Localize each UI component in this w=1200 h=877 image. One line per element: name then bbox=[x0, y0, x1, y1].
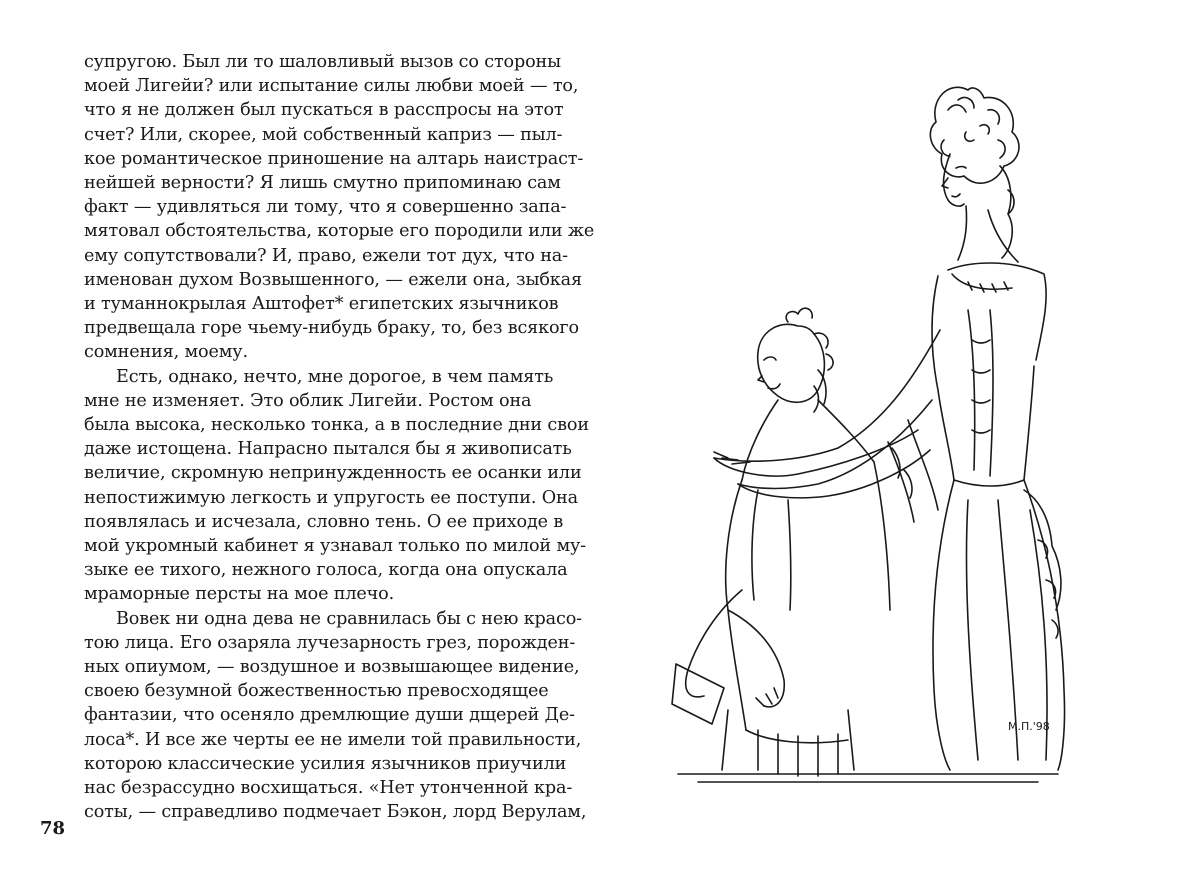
pen-drawing bbox=[668, 70, 1068, 790]
text-line: тою лица. Его озаряла лучезарность грез, порожден- bbox=[84, 632, 576, 653]
text-line: лоса*. И все же черты ее не имели той правильности, bbox=[84, 729, 582, 750]
text-line: кое романтическое приношение на алтарь наистраст- bbox=[84, 148, 584, 169]
text-line: появлялась и исчезала, словно тень. О ее приходе в bbox=[84, 511, 564, 532]
text-line: своею безумной божественностью превосходящее bbox=[84, 681, 549, 702]
text-line: что я не должен был пускаться в расспросы на этот bbox=[84, 100, 564, 121]
text-line: моей Лигейи? или испытание силы любви моей — то, bbox=[84, 76, 579, 97]
text-line: именован духом Возвышенного, — ежели она, зыбкая bbox=[84, 269, 582, 290]
text-line: величие, скромную непринужденность ее осанки или bbox=[84, 463, 582, 484]
text-line: счет? Или, скорее, мой собственный каприз — пыл- bbox=[84, 124, 563, 145]
text-line: факт — удивляться ли тому, что я совершенно запа- bbox=[84, 197, 567, 218]
artist-signature: М.П.'98 bbox=[1008, 720, 1050, 733]
text-line: мне не изменяет. Это облик Лигейи. Ростом она bbox=[84, 390, 532, 411]
text-line: фантазии, что осеняло дремлющие души дщерей Де- bbox=[84, 705, 575, 726]
text-line: нас безрассудно восхищаться. «Нет утонченной кра- bbox=[84, 778, 573, 799]
text-line: которою классические усилия язычников приучили bbox=[84, 753, 567, 774]
text-line: ему сопутствовали? И, право, ежели тот дух, что на- bbox=[84, 245, 568, 266]
text-line: ных опиумом, — воздушное и возвышающее видение, bbox=[84, 657, 580, 678]
text-line: мраморные персты на мое плечо. bbox=[84, 584, 395, 605]
text-line: мятовал обстоятельства, которые его породили или же bbox=[84, 221, 595, 242]
text-line: и туманнокрылая Аштофет* египетских язычников bbox=[84, 294, 559, 315]
text-line: даже истощена. Напрасно пытался бы я живописать bbox=[84, 439, 572, 460]
text-line: была высока, несколько тонка, а в последние дни свои bbox=[84, 415, 589, 436]
text-line: соты, — справедливо подмечает Бэкон, лорд Верулам, bbox=[84, 802, 587, 823]
text-line: Есть, однако, нечто, мне дорогое, в чем память bbox=[116, 366, 554, 387]
illustration bbox=[668, 70, 1068, 790]
text-line: непостижимую легкость и упругость ее поступи. Она bbox=[84, 487, 578, 508]
text-line: сомнения, моему. bbox=[84, 342, 248, 363]
body-text bbox=[84, 50, 595, 825]
page-number: 78 bbox=[40, 818, 66, 839]
text-line: Вовек ни одна дева не сравнилась бы с нею красо- bbox=[116, 608, 582, 629]
text-line: супругою. Был ли то шаловливый вызов со стороны bbox=[84, 52, 561, 72]
text-line: нейшей верности? Я лишь смутно припоминаю сам bbox=[84, 173, 561, 194]
left-page-text bbox=[84, 50, 595, 825]
text-line: мой укромный кабинет я узнавал только по милой му- bbox=[84, 536, 586, 557]
text-line: предвещала горе чьему-нибудь браку, то, без всякого bbox=[84, 318, 579, 339]
text-line: зыке ее тихого, нежного голоса, когда она опускала bbox=[84, 560, 568, 581]
